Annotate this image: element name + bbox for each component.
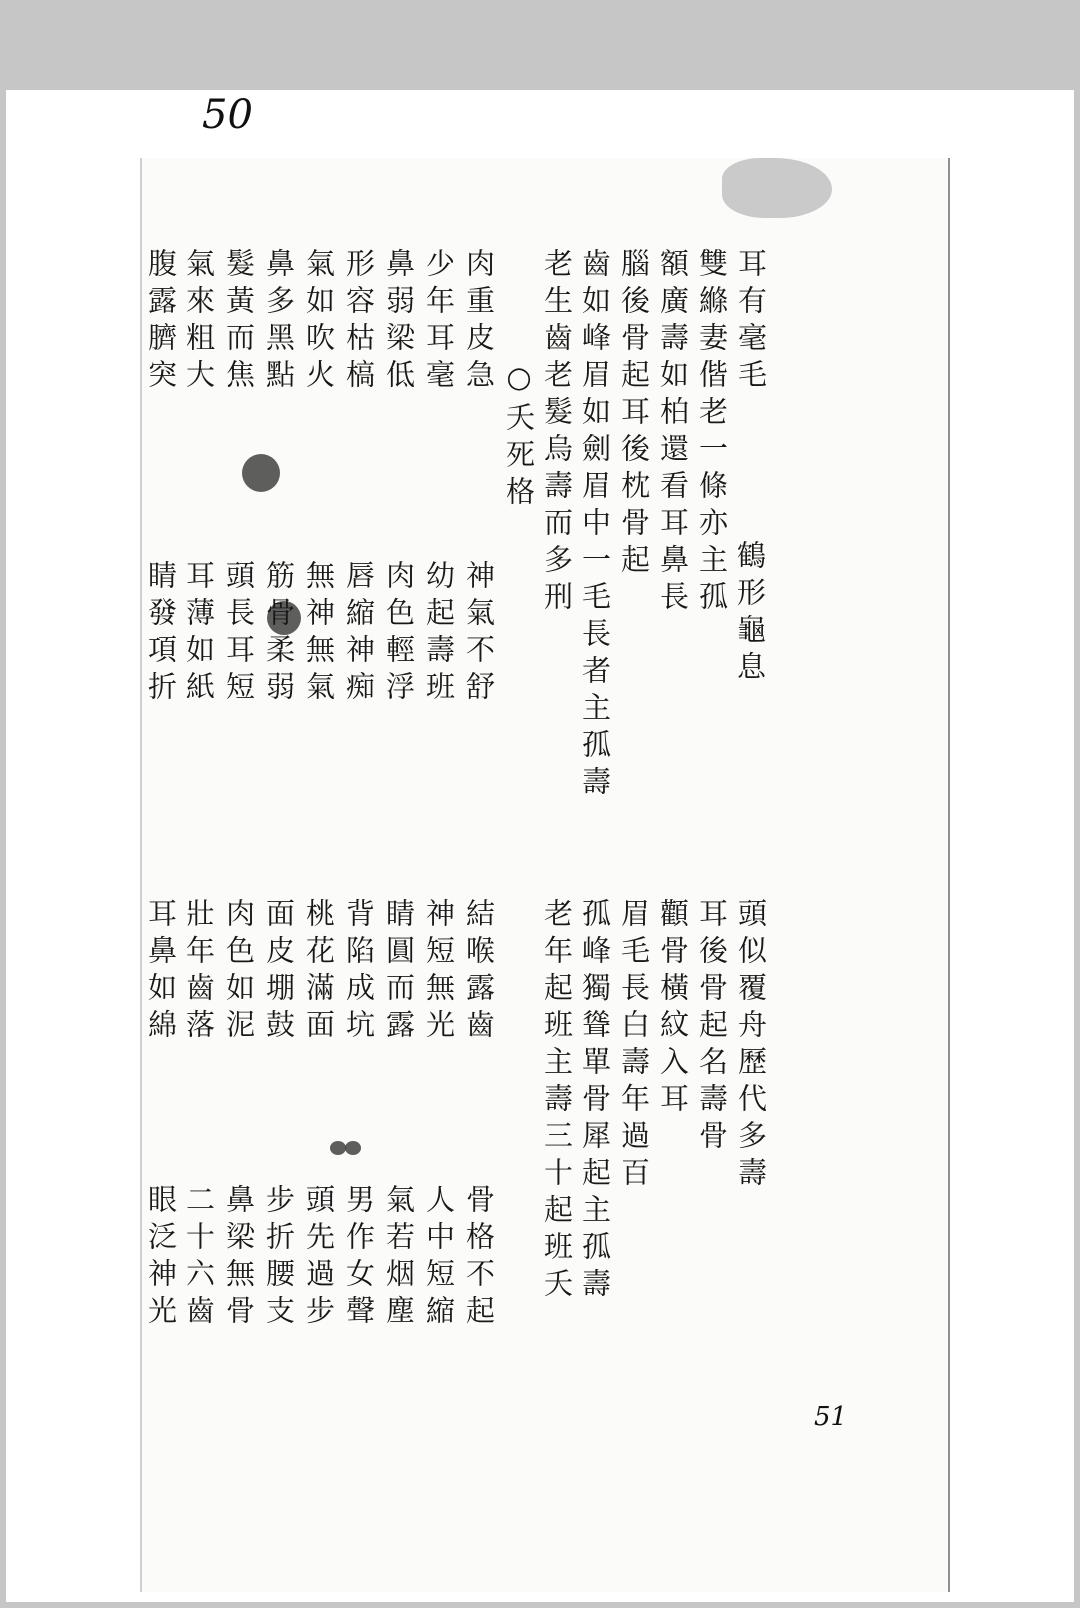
text-column: 顴骨橫紋入耳 — [656, 898, 690, 1120]
text-column: 步折腰支 — [262, 1184, 296, 1332]
text-column: 氣若烟塵 — [382, 1184, 416, 1332]
text-column: 筋骨柔弱 — [262, 560, 296, 708]
text-column: 男作女聲 — [342, 1184, 376, 1332]
text-column: 骨格不起 — [462, 1184, 496, 1332]
text-column: 雙縧妻偕老一條亦主孤 — [695, 248, 729, 618]
text-column: 腹露臍突 — [144, 248, 178, 396]
ink-smudge — [722, 158, 832, 218]
text-column: 氣來粗大 — [182, 248, 216, 396]
ink-blot — [242, 454, 280, 492]
text-column: 壯年齒落 — [182, 898, 216, 1046]
text-column: 面皮堋鼓 — [262, 898, 296, 1046]
text-column: 無神無氣 — [302, 560, 336, 708]
text-column: 耳鼻如綿 — [144, 898, 178, 1046]
text-column: 氣如吹火 — [302, 248, 336, 396]
text-column: 肉色輕浮 — [382, 560, 416, 708]
ink-blot — [345, 1141, 361, 1155]
text-column: 鼻梁無骨 — [222, 1184, 256, 1332]
ink-blot — [330, 1141, 346, 1155]
text-column: 眉毛長白壽年過百 — [617, 898, 651, 1194]
text-column: 老年起班主壽三十起班夭 — [540, 898, 574, 1305]
text-column: 腦後骨起耳後枕骨起 — [617, 248, 651, 581]
text-column: 耳有毫毛 — [734, 248, 768, 396]
text-column: 二十六齒 — [182, 1184, 216, 1332]
text-column: 鼻多黑點 — [262, 248, 296, 396]
text-column: 背陷成坑 — [342, 898, 376, 1046]
text-column: 肉重皮急 — [462, 248, 496, 396]
text-column: 少年耳毫 — [422, 248, 456, 396]
text-column: 髮黃而焦 — [222, 248, 256, 396]
section-heading: 鶴形龜息 — [733, 540, 767, 688]
text-column: 鼻弱梁低 — [382, 248, 416, 396]
page-number-top: 50 — [202, 92, 253, 138]
text-column: 桃花滿面 — [302, 898, 336, 1046]
text-column: 耳薄如紙 — [182, 560, 216, 708]
text-column: 額廣壽如柏還看耳鼻長 — [656, 248, 690, 618]
text-column: 神短無光 — [422, 898, 456, 1046]
text-column: 耳後骨起名壽骨 — [695, 898, 729, 1157]
text-column: 頭長耳短 — [222, 560, 256, 708]
scanned-page — [6, 90, 1074, 1602]
text-column: 老生齒老髮烏壽而多刑 — [540, 248, 574, 618]
text-column: 肉色如泥 — [222, 898, 256, 1046]
text-column: 唇縮神痴 — [342, 560, 376, 708]
text-column: 齒如峰眉如劍眉中一毛長者主孤壽 — [578, 248, 612, 803]
text-column: 結喉露齒 — [462, 898, 496, 1046]
text-column: 頭先過步 — [302, 1184, 336, 1332]
text-column: 幼起壽班 — [422, 560, 456, 708]
text-column: 睛圓而露 — [382, 898, 416, 1046]
page-number-bottom: 51 — [814, 1402, 848, 1432]
text-column: 睛發項折 — [144, 560, 178, 708]
text-column: 頭似覆舟歷代多壽 — [734, 898, 768, 1194]
text-column: 人中短縮 — [422, 1184, 456, 1332]
text-column: 神氣不舒 — [462, 560, 496, 708]
section-marker: ○夭死格 — [502, 360, 536, 513]
text-column: 孤峰獨聳單骨犀起主孤壽 — [578, 898, 612, 1305]
text-column: 形容枯槁 — [342, 248, 376, 396]
text-column: 眼泛神光 — [144, 1184, 178, 1332]
